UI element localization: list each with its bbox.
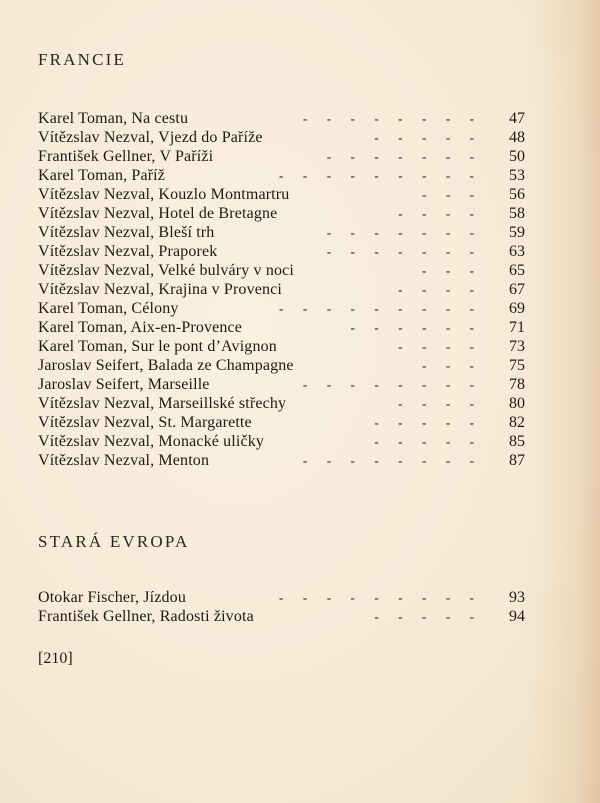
toc-entry <box>38 185 528 204</box>
toc-entry-title: Vítězslav Nezval, Velké bulváry v noci <box>38 262 294 279</box>
toc-entry-title: Karel Toman, Sur le pont d’Avignon <box>38 338 277 355</box>
toc-entry-page-number: 73 <box>509 338 525 355</box>
toc-entry <box>38 337 528 356</box>
toc-entry-title: Vítězslav Nezval, Marseillské střechy <box>38 395 287 412</box>
toc-entry <box>38 451 528 470</box>
dot-leader: - - - - <box>398 282 474 297</box>
toc-entry-page-number: 65 <box>509 262 525 279</box>
toc-list-francie <box>38 109 528 470</box>
toc-entry-page-number: 50 <box>509 148 525 165</box>
toc-entry-page-number: 58 <box>509 205 525 222</box>
dot-leader: - - - - - - - - <box>302 453 474 468</box>
toc-entry <box>38 223 528 242</box>
toc-entry-page-number: 59 <box>509 224 525 241</box>
toc-entry-title: Vítězslav Nezval, Krajina v Provenci <box>38 281 282 298</box>
toc-entry-page-number: 82 <box>509 414 525 431</box>
dot-leader: - - - - - <box>374 130 474 145</box>
toc-entry <box>38 318 528 337</box>
toc-entry-title: Karel Toman, Aix-en-Provence <box>38 319 243 336</box>
dot-leader: - - - - - - - <box>326 244 474 259</box>
toc-entry <box>38 394 528 413</box>
dot-leader: - - - - <box>398 396 474 411</box>
toc-entry <box>38 280 528 299</box>
toc-entry-title: Vítězslav Nezval, Kouzlo Montmartru <box>38 186 290 203</box>
toc-entry-title: Karel Toman, Na cestu <box>38 110 189 127</box>
dot-leader: - - - <box>422 187 474 202</box>
toc-entry-page-number: 48 <box>509 129 525 146</box>
toc-list-stara-evropa <box>38 588 528 626</box>
dot-leader: - - - - - - - - <box>302 111 474 126</box>
toc-entry-title: Vítězslav Nezval, Monacké uličky <box>38 433 265 450</box>
toc-entry-page-number: 69 <box>509 300 525 317</box>
toc-entry-title: Jaroslav Seifert, Marseille <box>38 376 210 393</box>
dot-leader: - - - - - <box>374 434 474 449</box>
toc-entry-page-number: 87 <box>509 452 525 469</box>
toc-entry-title: Vítězslav Nezval, Vjezd do Paříže <box>38 129 263 146</box>
dot-leader: - - - - - - - - - <box>279 301 474 316</box>
toc-entry-title: Vítězslav Nezval, Bleší trh <box>38 224 215 241</box>
section-heading-stara-evropa: STARÁ EVROPA <box>38 532 190 551</box>
dot-leader: - - - - - - - - - <box>279 590 474 605</box>
toc-entry <box>38 166 528 185</box>
dot-leader: - - - - - - - <box>326 225 474 240</box>
toc-entry-page-number: 63 <box>509 243 525 260</box>
dot-leader: - - - <box>422 263 474 278</box>
toc-entry-title: Karel Toman, Célony <box>38 300 179 317</box>
dot-leader: - - - - <box>398 339 474 354</box>
toc-entry <box>38 299 528 318</box>
toc-entry-page-number: 56 <box>509 186 525 203</box>
toc-entry <box>38 109 528 128</box>
toc-entry <box>38 204 528 223</box>
toc-entry-page-number: 53 <box>509 167 525 184</box>
toc-entry-title: František Gellner, V Paříži <box>38 148 214 165</box>
toc-entry-page-number: 93 <box>509 589 525 606</box>
toc-entry-title: Vítězslav Nezval, Hotel de Bretagne <box>38 205 278 222</box>
toc-entry-page-number: 78 <box>509 376 525 393</box>
dot-leader: - - - - - - <box>350 320 474 335</box>
toc-entry-title: František Gellner, Radosti života <box>38 608 254 625</box>
toc-entry-title: Vítězslav Nezval, Praporek <box>38 243 218 260</box>
toc-entry <box>38 356 528 375</box>
toc-entry-title: Vítězslav Nezval, St. Margarette <box>38 414 252 431</box>
toc-entry <box>38 607 528 626</box>
toc-entry-title: Otokar Fischer, Jízdou <box>38 589 186 606</box>
toc-entry <box>38 588 528 607</box>
toc-entry-page-number: 67 <box>509 281 525 298</box>
toc-entry <box>38 432 528 451</box>
toc-entry-page-number: 75 <box>509 357 525 374</box>
section-heading-francie: FRANCIE <box>38 50 127 69</box>
toc-entry <box>38 147 528 166</box>
dot-leader: - - - <box>422 358 474 373</box>
dot-leader: - - - - - <box>374 415 474 430</box>
toc-entry-title: Vítězslav Nezval, Menton <box>38 452 210 469</box>
dot-leader: - - - - - - - <box>326 149 474 164</box>
dot-leader: - - - - - - - - - <box>279 168 474 183</box>
toc-entry-page-number: 47 <box>509 110 525 127</box>
toc-entry <box>38 242 528 261</box>
dot-leader: - - - - <box>398 206 474 221</box>
dot-leader: - - - - - <box>374 609 474 624</box>
dot-leader: - - - - - - - - <box>302 377 474 392</box>
toc-entry <box>38 128 528 147</box>
toc-entry-page-number: 85 <box>509 433 525 450</box>
toc-entry-page-number: 80 <box>509 395 525 412</box>
toc-entry <box>38 413 528 432</box>
toc-entry-page-number: 94 <box>509 608 525 625</box>
toc-entry-title: Karel Toman, Paříž <box>38 167 166 184</box>
page-number-folio: [210] <box>38 650 73 667</box>
toc-entry-page-number: 71 <box>509 319 525 336</box>
toc-entry <box>38 375 528 394</box>
toc-entry <box>38 261 528 280</box>
toc-entry-title: Jaroslav Seifert, Balada ze Champagne <box>38 357 294 374</box>
